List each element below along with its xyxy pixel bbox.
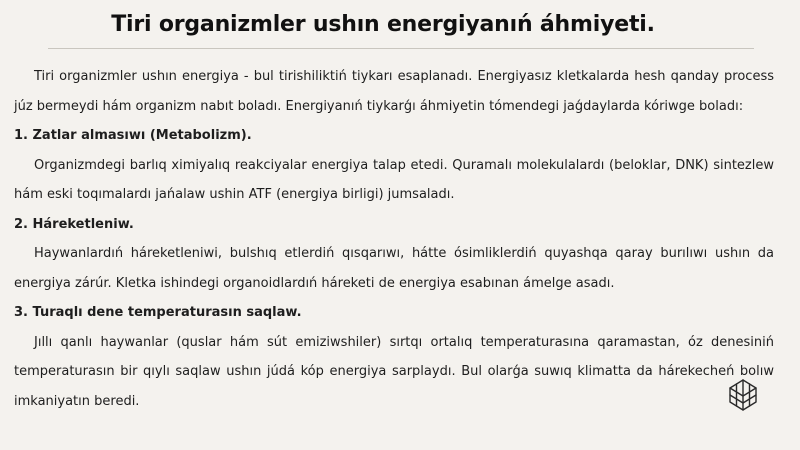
title-divider (48, 48, 754, 49)
movement-paragraph: Haywanlardıń háreketleniwi, bulshıq etlerdiń qısqarıwı, hátte ósimliklerdiń quyashqa qaray burılıwı ushın da energiya zárúr. Kletka ishindegi organoidlardıń háreketi de energiya esabınan ámelge asadı. (14, 246, 774, 291)
content-body (14, 62, 774, 416)
section-heading-metabolism: 1. Zatlar almasıwı (Metabolizm). (14, 128, 252, 143)
section-heading-temperature: 3. Turaqlı dene temperaturasın saqlaw. (14, 305, 302, 320)
section-heading-movement: 2. Háreketleniw. (14, 216, 134, 232)
intro-paragraph: Tiri organizmler ushın energiya - bul tirishiliktiń tiykarı esaplanadı. Energiyasız kletkalarda hesh qanday process júz bermeydi hám organizm nabıt boladı. Energiyanıń tiykarǵı áhmiyetin tómendegi jaǵdaylarda kóriwge boladı: (14, 69, 774, 114)
temperature-paragraph: Jıllı qanlı haywanlar (quslar hám sút emiziwshiler) sırtqı ortalıq temperaturasına qaramastan, óz denesiniń temperaturasın bir qıylı saqlaw ushın júdá kóp energiya sarplaydı. Bul olarǵa suwıq klimatta da hárekecheń bolıw imkaniyatın beredi. (14, 334, 774, 409)
crystal-leaf-logo-icon (727, 378, 759, 412)
metabolism-paragraph: Organizmdegi barlıq ximiyalıq reakciyalar energiya talap etedi. Quramalı molekulalardı (beloklar, DNK) sintezlew hám eski toqımalardı jańalaw ushin ATF (energiya birligi) jumsaladı. (14, 157, 774, 202)
page-title: Tiri organizmler ushın energiyanıń áhmiyeti. (111, 12, 655, 37)
